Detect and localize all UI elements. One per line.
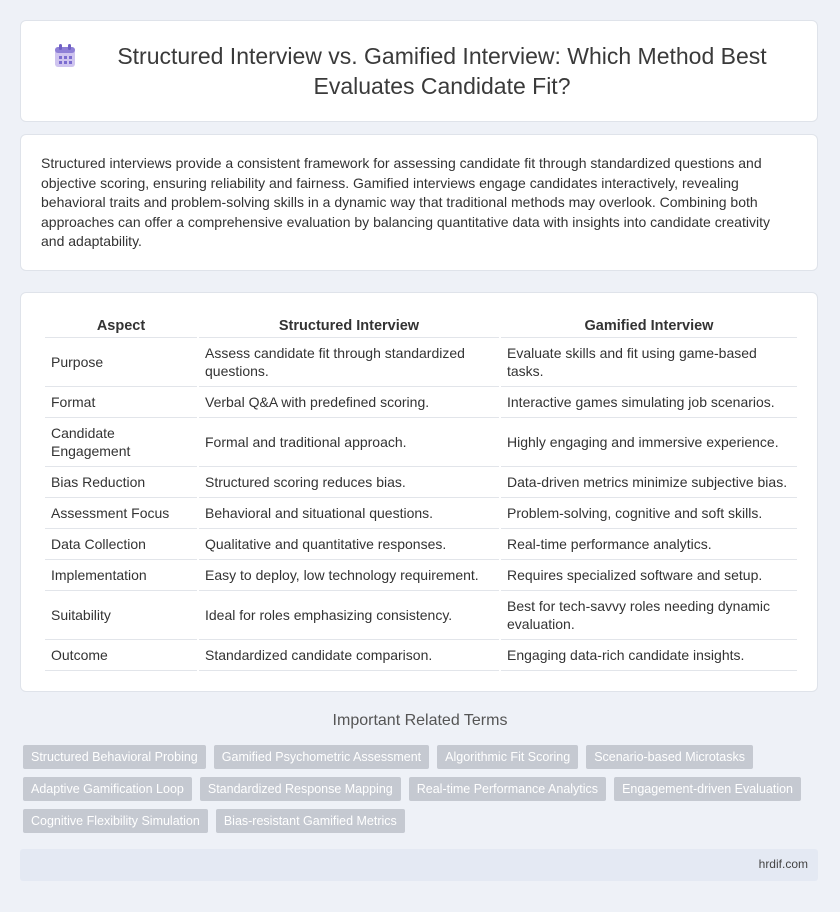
- gamified-cell: Highly engaging and immersive experience.: [501, 418, 797, 467]
- gamified-cell: Problem-solving, cognitive and soft skills.: [501, 498, 797, 529]
- table-row: [45, 338, 797, 387]
- title-card: [20, 20, 818, 122]
- structured-cell: Standardized candidate comparison.: [199, 640, 499, 671]
- table-row: [45, 560, 797, 591]
- gamified-cell: Data-driven metrics minimize subjective bias.: [501, 467, 797, 498]
- structured-cell: Assess candidate fit through standardized questions.: [199, 338, 499, 387]
- table-row: [45, 640, 797, 671]
- aspect-cell: Assessment Focus: [45, 498, 197, 529]
- gamified-cell: Engaging data-rich candidate insights.: [501, 640, 797, 671]
- aspect-cell: Outcome: [45, 640, 197, 671]
- structured-cell: Formal and traditional approach.: [199, 418, 499, 467]
- related-term-tag[interactable]: Bias-resistant Gamified Metrics: [216, 809, 405, 833]
- structured-cell: Ideal for roles emphasizing consistency.: [199, 591, 499, 640]
- intro-card: [20, 134, 818, 271]
- table-row: [45, 467, 797, 498]
- aspect-cell: Candidate Engagement: [45, 418, 197, 467]
- header-structured: Structured Interview: [199, 315, 499, 338]
- comparison-table: [43, 315, 799, 671]
- related-term-tag[interactable]: Cognitive Flexibility Simulation: [23, 809, 208, 833]
- aspect-cell: Suitability: [45, 591, 197, 640]
- related-term-tag[interactable]: Structured Behavioral Probing: [23, 745, 206, 769]
- related-term-tag[interactable]: Adaptive Gamification Loop: [23, 777, 192, 801]
- related-term-tag[interactable]: Standardized Response Mapping: [200, 777, 401, 801]
- title-row: [21, 21, 817, 121]
- related-term-tag[interactable]: Real-time Performance Analytics: [409, 777, 606, 801]
- related-term-tag[interactable]: Scenario-based Microtasks: [586, 745, 753, 769]
- structured-cell: Behavioral and situational questions.: [199, 498, 499, 529]
- gamified-cell: Real-time performance analytics.: [501, 529, 797, 560]
- page-title: Structured Interview vs. Gamified Interview: Which Method Best Evaluates Candidate Fit?: [117, 43, 767, 99]
- related-terms-title: Important Related Terms: [332, 712, 508, 729]
- aspect-cell: Data Collection: [45, 529, 197, 560]
- related-term-tag[interactable]: Gamified Psychometric Assessment: [214, 745, 429, 769]
- structured-cell: Verbal Q&A with predefined scoring.: [199, 387, 499, 418]
- structured-cell: Easy to deploy, low technology requirement.: [199, 560, 499, 591]
- table-row: [45, 591, 797, 640]
- aspect-cell: Purpose: [45, 338, 197, 387]
- related-term-tag[interactable]: Engagement-driven Evaluation: [614, 777, 801, 801]
- gamified-cell: Best for tech-savvy roles needing dynamic evaluation.: [501, 591, 797, 640]
- gamified-cell: Requires specialized software and setup.: [501, 560, 797, 591]
- header-gamified: Gamified Interview: [501, 315, 797, 338]
- aspect-cell: Bias Reduction: [45, 467, 197, 498]
- gamified-cell: Evaluate skills and fit using game-based tasks.: [501, 338, 797, 387]
- footer-site[interactable]: hrdif.com: [758, 857, 808, 871]
- footer: [20, 849, 818, 881]
- intro-paragraph: Structured interviews provide a consistent framework for assessing candidate fit through standardized questions and objective scoring, ensuring reliability and fairness. Gamified interviews engage candidates interactively, revealing behavioral traits and problem-solving skills in a dynamic way that traditional methods may overlook. Combining both approaches can offer a comprehensive evaluation by balancing quantitative data with insights into candidate creativity and adaptability.: [41, 155, 770, 250]
- related-terms-tags: [23, 745, 813, 833]
- comparison-table-card: [20, 292, 818, 692]
- table-row: [45, 418, 797, 467]
- structured-cell: Qualitative and quantitative responses.: [199, 529, 499, 560]
- document-list-icon: [51, 42, 79, 70]
- gamified-cell: Interactive games simulating job scenarios.: [501, 387, 797, 418]
- header-aspect: Aspect: [45, 315, 197, 338]
- table-row: [45, 387, 797, 418]
- related-term-tag[interactable]: Algorithmic Fit Scoring: [437, 745, 578, 769]
- table-row: [45, 529, 797, 560]
- table-header-row: [45, 315, 797, 338]
- structured-cell: Structured scoring reduces bias.: [199, 467, 499, 498]
- aspect-cell: Implementation: [45, 560, 197, 591]
- table-row: [45, 498, 797, 529]
- aspect-cell: Format: [45, 387, 197, 418]
